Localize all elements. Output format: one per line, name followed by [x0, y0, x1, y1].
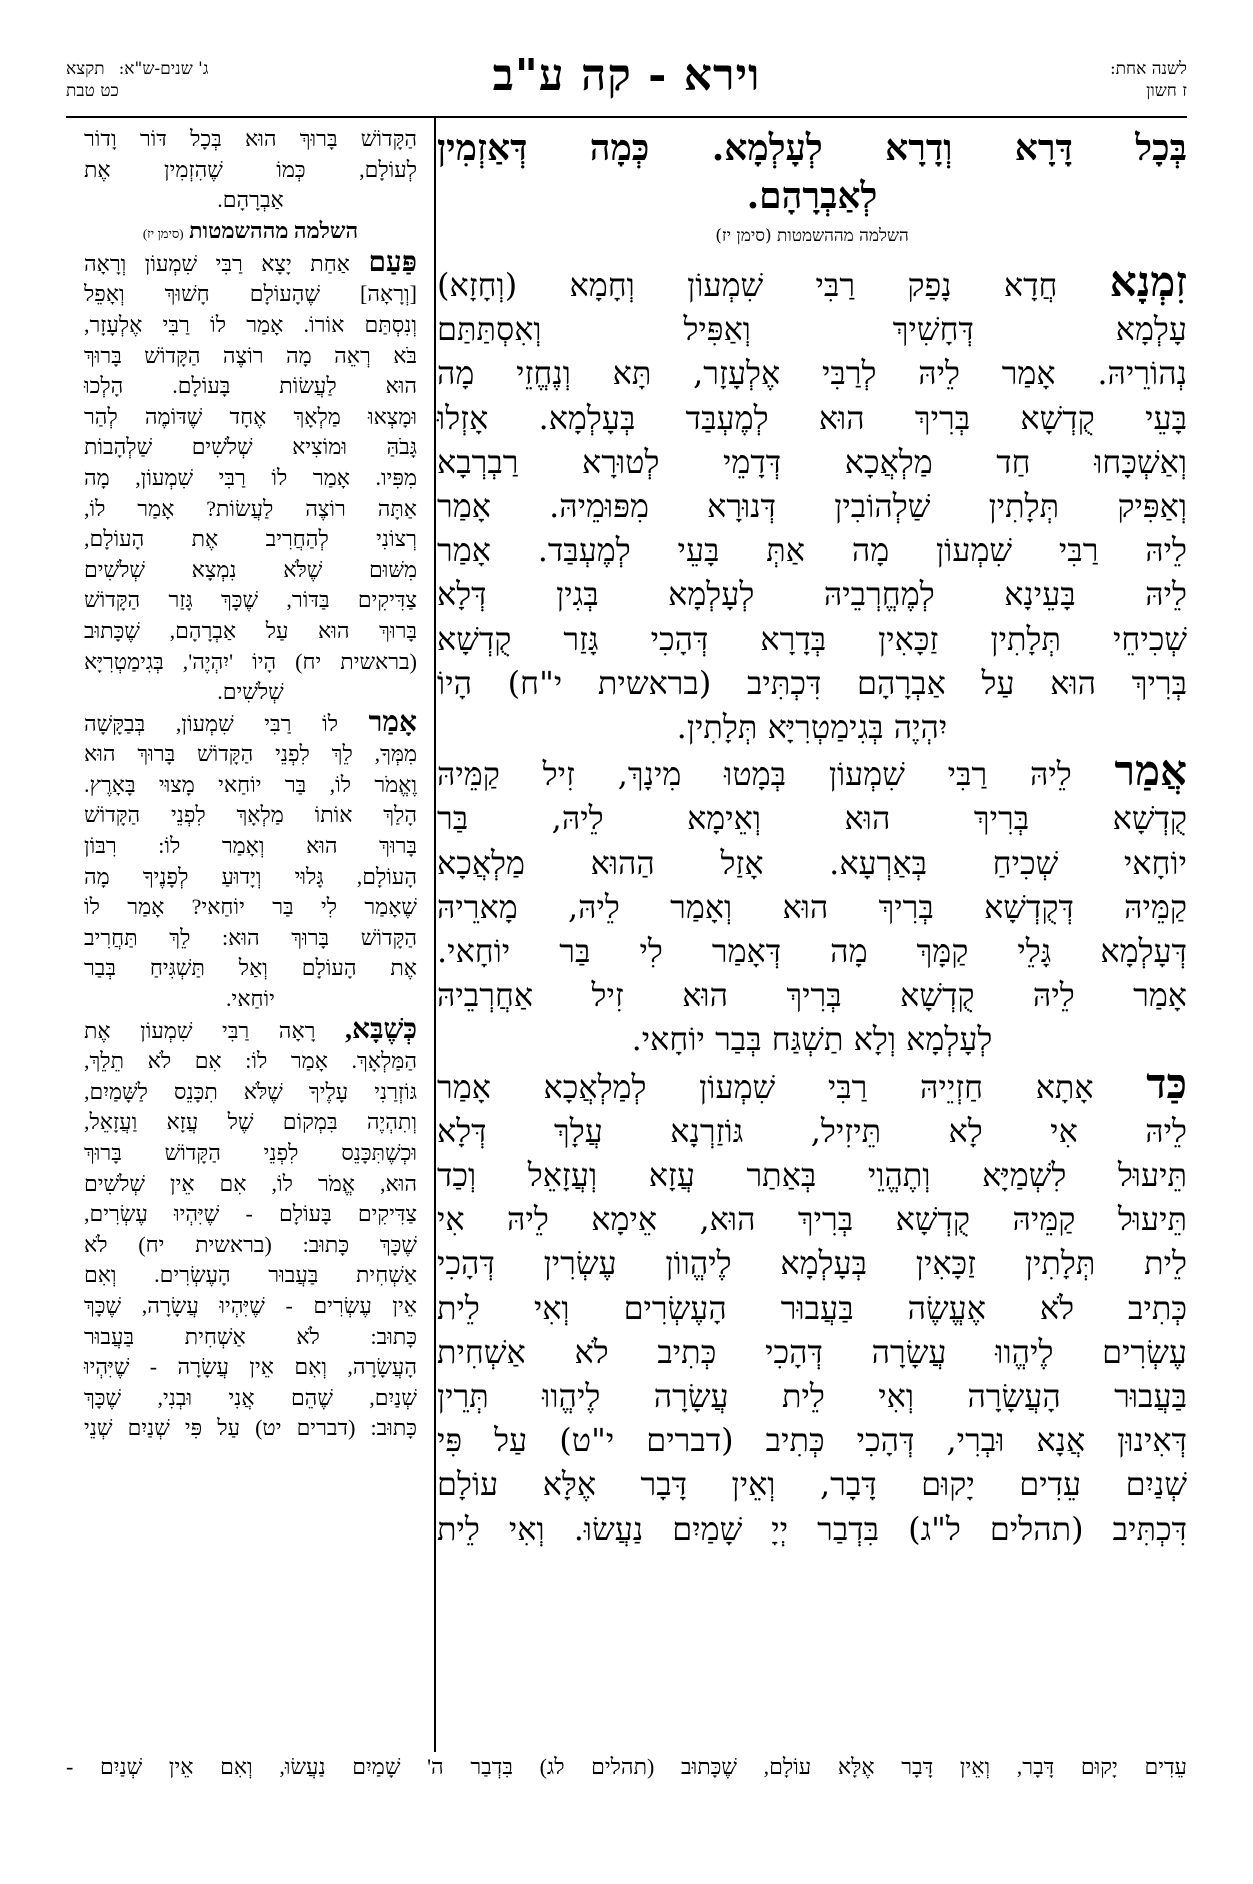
main-p3-line: דְּעָלְמָא גָּלֵי קַמָּךְ מָה דְּאָמַר לִי בַּר יוֹחָאי. [437, 932, 1187, 971]
main-paragraph-2 [437, 257, 1187, 749]
translation-section-title [84, 218, 417, 244]
side-s2-line: וֶאֱמֹר לוֹ, בַּר יוֹחַאי מָצוּי בָּאָרֶץ. [84, 771, 417, 797]
side-s2-line: הַקָּדוֹשׁ בָּרוּךְ הוּא: לֵךְ תַּחֲרִיב [84, 924, 417, 950]
side-s1-line: הוּא לַעֲשׂוֹת בָּעוֹלָם. הָלְכוּ [84, 373, 417, 399]
main-p4-line: לֵית תְּלָתִין זַכָּאִין בְּעָלְמָא לֶיהֱווֹן עֶשְׂרִין דְּהָכִי [437, 1244, 1187, 1283]
main-p4-line: שְׁנַיִם עֵדִים יָקוּם דָּבָר, וְאֵין דָּבָר אֶלָּא עוֹלָם [437, 1465, 1187, 1504]
main-p2-line: לֵיהּ רַבִּי שִׁמְעוֹן מָה אַתְּ בָּעֵי לְמֶעְבַּד. אָמַר [437, 531, 1187, 570]
main-paragraph-1-last: לְאַבְרָהָם. [746, 175, 878, 217]
side-s1-line: מִפִּיו. אָמַר לוֹ רַבִּי שִׁמְעוֹן, מָה [84, 464, 417, 490]
main-p2-line: וְאַשְׁכָּחוּ חַד מַלְאֲכָא דְּדָמֵי לְטוּרָא רַבְרְבָא [437, 442, 1187, 481]
side-s3-line: כָּתוּב: (דברים יט) עַל פִּי שְׁנַיִם שְׁנֵי [84, 1415, 417, 1441]
side-s3-line: צַדִּיקִים בָּעוֹלָם - שֶׁיִּהְיוּ עֶשְׂרִים, [84, 1201, 417, 1227]
main-p4-line: בַּעֲבוּר הָעֲשָׂרָה וְאִי לֵית עֲשָׂרָה לֶיהֱווּ תְּרֵין [437, 1377, 1187, 1416]
page-header [66, 50, 1187, 116]
side-s1-line: צַדִּיקִים בַּדּוֹר, שֶׁכָּךְ גָּזַר הַקָּדוֹשׁ [84, 587, 417, 613]
side-s3-line: כְּשֶׁבָּא, רָאָה רַבִּי שִׁמְעוֹן אֶת [84, 1013, 417, 1045]
side-intro-last-line: אַבְרָהָם. [217, 187, 284, 213]
side-s2-line: מִמְּךָ, לֵךְ לִפְנֵי הַקָּדוֹשׁ בָּרוּךְ הוּא [84, 741, 417, 767]
main-p4-line: דְּאִינוּן אֲנָא וּבְרִי, דְּהָכִי כְּתִיב (דברים י"ט) עַל פִּי [437, 1421, 1187, 1460]
side-s1-line: בֹּא רְאֵה מָה רוֹצֶה הַקָּדוֹשׁ בָּרוּךְ [84, 342, 417, 368]
main-paragraph-3 [437, 746, 1187, 1061]
translation-paragraph-2 [84, 708, 417, 1015]
main-p2-line: בָּעֵי קֻדְשָׁא בְּרִיךְ הוּא לְמֶעְבַּד בְּעָלְמָא. אָזְלוּ [437, 398, 1187, 437]
header-rule [66, 116, 1187, 118]
main-p4-line: עֶשְׂרִים לֶיהֱווּ עֲשָׂרָה דְּהָכִי כְּתִיב לֹא אַשְׁחִית [437, 1332, 1187, 1371]
main-p2-line: לֵיהּ בָּעֵינָא לְמֶחֱרְבֵיהּ לְעָלְמָא בְּגִין דְּלָא [437, 575, 1187, 614]
translation-title-ref: (סימן יז) [142, 225, 184, 241]
main-p3-line: אָמַר לֵיהּ קֻדְשָׁא בְּרִיךְ הוּא זִיל אַחֲרְבֵיהּ [437, 976, 1187, 1015]
header-three-year-code: תקצא [66, 59, 105, 79]
side-s3-line: וּכְשֶׁתִּכָּנֵס לִפְנֵי הַקָּדוֹשׁ בָּרוּךְ [84, 1140, 417, 1165]
side-s1-line: בָּרוּךְ הוּא עַל אַבְרָהָם, שֶׁכָּתוּב [84, 617, 417, 643]
main-paragraph-4 [437, 1058, 1188, 1551]
side-s3-line: הוּא, אֱמֹר לוֹ, אִם אֵין שְׁלֹשִׁים [84, 1170, 417, 1196]
main-p4-line: דִּכְתִּיב (תהלים ל"ג) בִּדְבַר יְיָ שָׁמַיִם נַעֲשׂוּ. וְאִי לֵית [437, 1509, 1187, 1548]
header-one-year-label: לשנה אחת: [1109, 59, 1187, 79]
translation-paragraph-3 [84, 1015, 417, 1444]
side-s1-line: פַּעַם אַחַת יָצָא רַבִּי שִׁמְעוֹן וְרָאָה [84, 246, 417, 278]
main-column [437, 124, 1187, 1551]
column-divider [434, 116, 436, 1752]
main-p3-line: קֻדְשָׁא בְּרִיךְ הוּא וְאֵימָא לֵיהּ, בַּר [437, 799, 1187, 838]
side-s2-line: הָלַךְ אוֹתוֹ מַלְאָךְ לִפְנֵי הַקָּדוֹשׁ [84, 802, 417, 828]
main-p3-line: אֲמַר לֵיהּ רַבִּי שִׁמְעוֹן בְּמָטוּ מִינָךְ, זִיל קַמֵּיהּ [437, 746, 1187, 796]
side-s2-last-line: יוֹחַאי. [226, 986, 275, 1012]
side-s3-line: הָעֲשָׂרָה, וְאִם אֵין עֲשָׂרָה - שֶׁיִּהְיוּ [84, 1354, 417, 1380]
side-s1-line: גָּבֹהַּ וּמוֹצִיא שְׁלֹשִׁים שַׁלְהָבוֹת [84, 434, 417, 460]
header-one-year-date: ז חשון [1146, 81, 1187, 101]
side-s2-line: אָמַר לוֹ רַבִּי שִׁמְעוֹן, בְּבַקָּשָׁה [84, 706, 417, 738]
main-p4-line: כְּתִיב לֹא אֶעֱשֶׂה בַּעֲבוּר הָעֶשְׂרִים וְאִי לֵית [437, 1288, 1187, 1327]
side-s2-line: בָּרוּךְ הוּא וְאָמַר לוֹ: רִבּוֹן [84, 833, 417, 859]
main-paragraph-1: בְּכָל דָּרָא וְדָרָא לְעָלְמָא. כְּמָה דְּאַזְמִין [437, 127, 1187, 169]
side-s1-last-line: שְׁלֹשִׁים. [217, 679, 284, 705]
translation-paragraph-1 [84, 248, 417, 708]
side-s1-line: (בראשית יח) הָיוֹ 'יִהְיֶה', בְּגִימַטְרִיָּא [84, 648, 417, 674]
main-p4-line: לֵיהּ אִי לָא תֵּיזִיל, גּוֹזַרְנָא עֲלָךְ דְּלָא [437, 1111, 1187, 1150]
side-s3-line: אַשְׁחִית בַּעֲבוּר הָעֶשְׂרִים. וְאִם [84, 1262, 417, 1288]
side-s1-line: מִשּׁוּם שֶׁלֹּא נִמְצָא שְׁלֹשִׁים [84, 556, 417, 582]
side-s3-line: אֵין עֶשְׂרִים - שֶׁיִּהְיוּ עֲשָׂרָה, שֶׁכָּךְ [84, 1292, 417, 1318]
side-s1-line: רְצוֹנִי לְהַחֲרִיב אֶת הָעוֹלָם, [84, 526, 417, 552]
side-s3-line: כָּתוּב: לֹא אַשְׁחִית בַּעֲבוּר [84, 1323, 417, 1349]
side-s1-line: אַתָּה רוֹצֶה לַעֲשׂוֹת? אָמַר לוֹ, [84, 495, 417, 521]
main-p2-line: זִמְנָא חֲדָא נָפַק רַבִּי שִׁמְעוֹן וְחָמָא (וְחָזָא) [437, 257, 1187, 306]
side-s3-line: וְתִהְיֶה בִּמְקוֹם שֶׁל עֲזָא וַעֲזָאֵל, [84, 1109, 417, 1135]
main-p2-line: נְהוֹרֵיהּ. אָמַר לֵיהּ לְרַבִּי אֶלְעָזָר, תָּא וְנֶחֱזֵי מָה [437, 354, 1187, 393]
side-s3-line: שְׁנַיִם, שֶׁהֵם אֲנִי וּבְנִי, שֶׁכָּךְ [84, 1384, 417, 1410]
bottom-continuation-line: עֵדִים יָקוּם דָּבָר, וְאֵין דָּבָר אֶלָּא עוֹלָם, שֶׁכָּתוּב (תהלים לג) בִּדְבַר ה' שָׁמַיִם נַעֲשׂוּ, וְאִם אֵין שְׁנַיִם - [66, 1754, 1187, 1779]
side-s2-line: אֶת הָעוֹלָם וְאַל תַּשְׁגִּיחַ בְּבַר [84, 955, 417, 981]
side-s1-line: וְנִסְתַּם אוֹרוֹ. אָמַר לוֹ רַבִּי אֶלְעָזָר, [84, 311, 417, 337]
main-p2-line: עָלְמָא דְּחָשִׁיךְ וְאַפִּיל וְאִסְתַּתַּם [437, 310, 1187, 349]
translation-intro [84, 124, 417, 216]
side-s3-line: שֶׁכָּךְ כָּתוּב: (בראשית יח) לֹא [84, 1231, 417, 1257]
side-s2-line: הָעוֹלָם, גָּלוּי וְיָדוּעַ לְפָנֶיךָ מָה [84, 863, 417, 889]
side-s3-line: הַמַּלְאָךְ. אָמַר לוֹ: אִם לֹא תֵלֵךְ, [84, 1048, 417, 1074]
side-s1-line: [וְרָאָה] שֶׁהָעוֹלָם חָשׁוּךְ וְאָפֵל [84, 281, 417, 307]
header-left-dates [66, 58, 208, 102]
header-three-year-date: כט טבת [66, 81, 119, 101]
header-three-year-label: ג' שנים-ש"א: [118, 59, 209, 79]
main-p3-line: קַמֵּיהּ דְּקֻדְשָׁא בְּרִיךְ הוּא וְאָמַר לֵיהּ, מָארֵיהּ [437, 887, 1187, 926]
side-intro-line: הַקָּדוֹשׁ בָּרוּךְ הוּא בְּכָל דּוֹר וָדוֹר [84, 126, 417, 151]
side-s1-line: וּמָצְאוּ מַלְאָךְ אֶחָד שֶׁדּוֹמֶה לְהַר [84, 403, 417, 429]
main-p3-line: יוֹחָאי שְׁכִיחַ בְּאַרְעָא. אָזַל הַהוּא מַלְאֲכָא [437, 843, 1187, 882]
main-section-subtitle: השלמה מההשמטות (סימן יז) [715, 226, 909, 246]
main-p2-line: שְׁכִיחֵי תְּלָתִין זַכָּאִין בְּדָרָא דְּהָכִי גָּזַר קֻדְשָׁא [437, 619, 1187, 658]
translation-title-text: השלמה מההשמטות [189, 217, 359, 243]
side-intro-line: לְעוֹלָם, כְּמוֹ שֶׁהִזְמִין אֶת [84, 156, 417, 182]
side-s3-line: גּוֹזְרַנִי עָלֶיךָ שֶׁלֹּא תִכָּנֵס לַשָּׁמַיִם, [84, 1078, 417, 1104]
main-p3-last-line: לְעָלְמָא וְלָא תַשְׁגַּח בְּבַר יוֹחָאי. [631, 1020, 993, 1059]
side-s2-line: שֶׁאָמַר לִי בַּר יוֹחַאי? אָמַר לוֹ [84, 894, 417, 920]
translation-column [84, 124, 417, 1444]
main-p4-line: תֵּיעוּל קַמֵּיהּ קֻדְשָׁא בְּרִיךְ הוּא, אֵימָא לֵיהּ אִי [437, 1200, 1188, 1239]
page-title: וירא - קה ע"ב [492, 50, 761, 101]
main-p2-line: בְּרִיךְ הוּא עַל אַבְרָהָם דִּכְתִּיב (בראשית י"ח) הָיוֹ [437, 663, 1187, 702]
main-p2-last-line: יִהְיֶה בְּגִימַטְרִיָּא תְּלָתִין. [676, 708, 948, 747]
main-p2-line: וְאַפִּיק תְּלָתִין שַׁלְהוֹבִין דְּנוּרָא מִפּוּמֵיהּ. אָמַר [437, 487, 1187, 526]
main-p4-line: תֵּיעוּל לִשְׁמַיָּא וְתֶהֱוֵי בְּאַתַר עֲזָא וְעֲזָאֵל וְכַד [437, 1156, 1187, 1195]
main-p4-line: כַּד אָתָא חַזְיֵיהּ רַבִּי שִׁמְעוֹן לְמַלְאֲכָא אָמַר [437, 1058, 1187, 1108]
